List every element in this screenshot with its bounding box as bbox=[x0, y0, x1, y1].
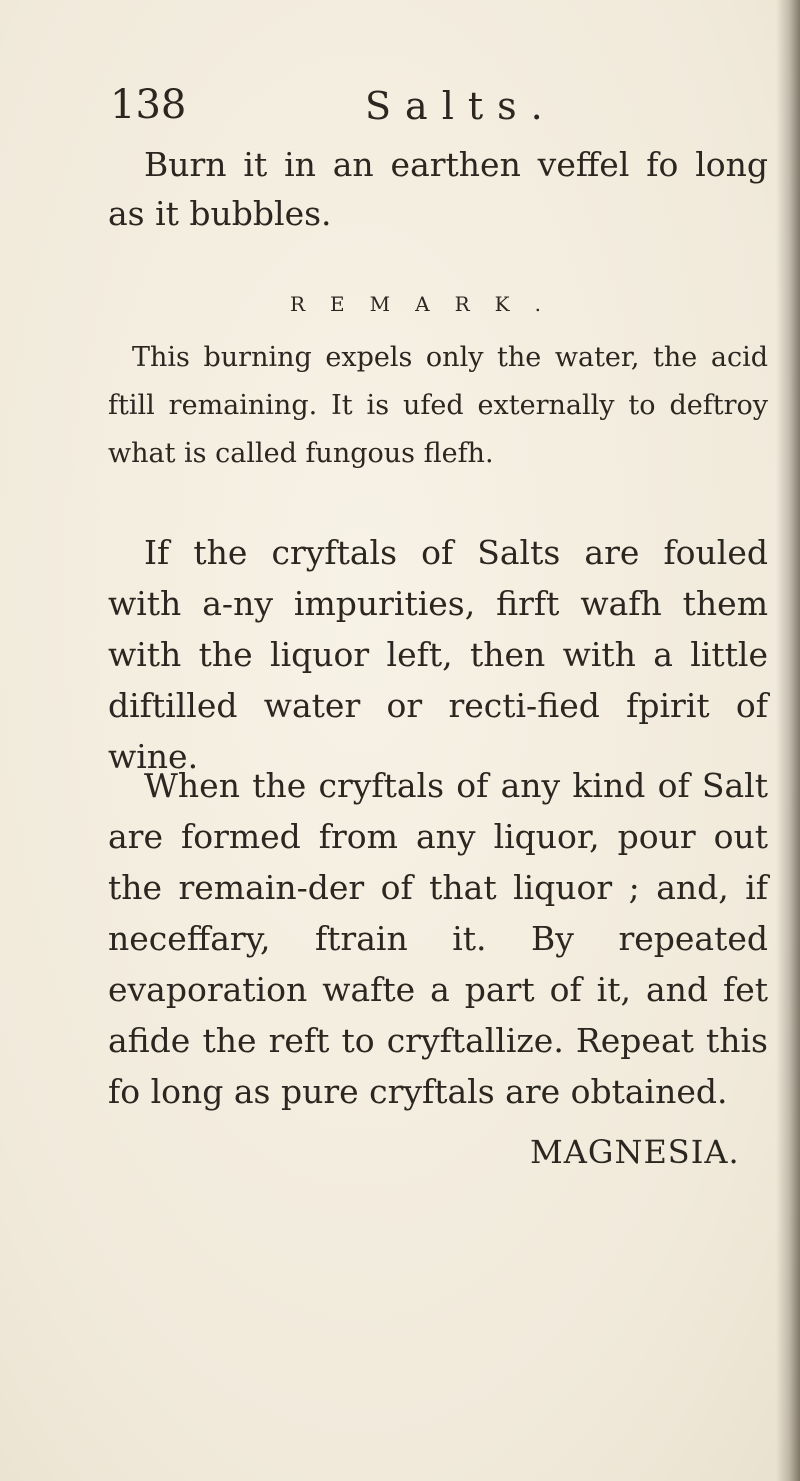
paragraph-crystals-formed: When the cryftals of any kind of Salt are formed from any liquor, pour out the remain-der of that liquor ; and, if neceffary, ftrain it. By repeated evaporation wafte a part of it, and fet afide the reft to cryftallize. Repeat this fo long as pure cryftals are obtained. bbox=[108, 766, 768, 1111]
paragraph-crystals-impurities: If the cryftals of Salts are fouled with a-ny impurities, firft wafh them with the liquor left, then with a little diftilled water or recti-fied fpirit of wine. bbox=[108, 533, 768, 776]
paragraph-burn: Burn it in an earthen veffel fo long as it bubbles. bbox=[108, 145, 768, 233]
catchword: MAGNESIA. bbox=[530, 1133, 740, 1171]
remark-text: This burning expels only the water, the acid ftill remaining. It is ufed externally to deftroy what is called fungous flefh. bbox=[108, 342, 768, 469]
running-head bbox=[110, 82, 670, 132]
running-title: Salts. bbox=[365, 84, 557, 128]
remark-heading: REMARK. bbox=[290, 292, 566, 316]
page-number: 138 bbox=[110, 82, 187, 128]
page-edge-shadow bbox=[776, 0, 800, 1481]
